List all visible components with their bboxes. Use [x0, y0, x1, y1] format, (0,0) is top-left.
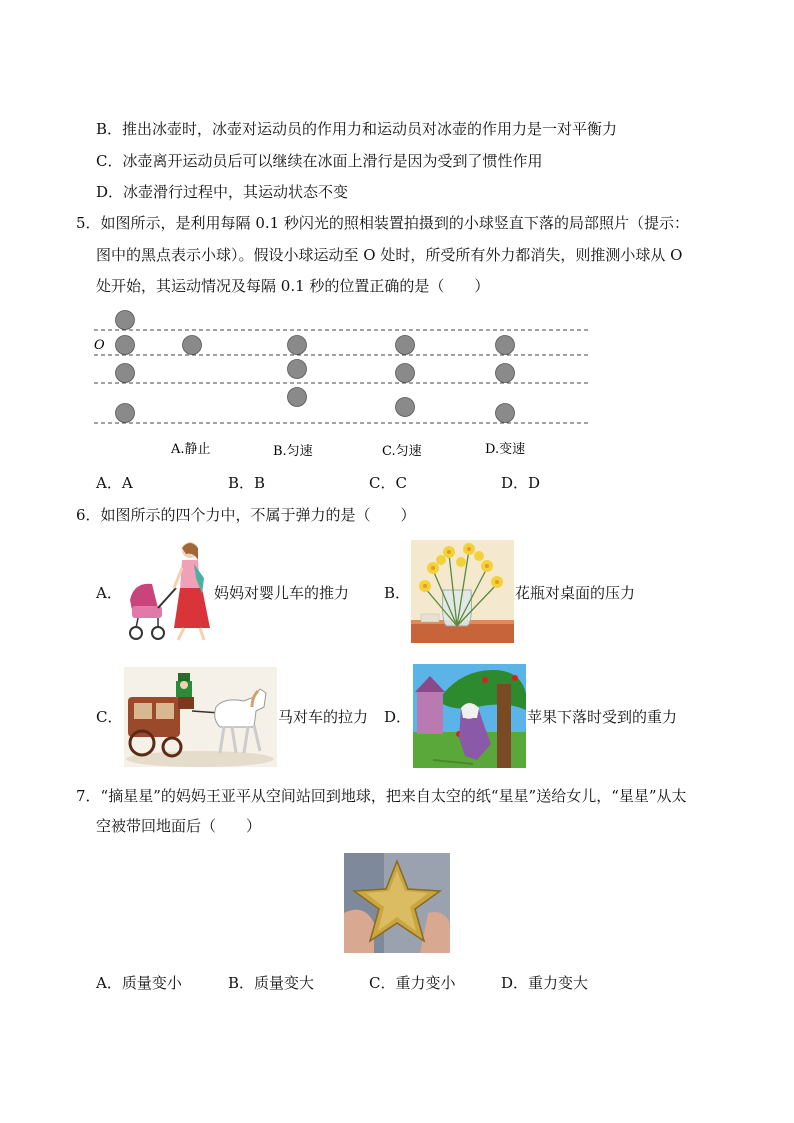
caption-a: A.静止	[171, 442, 211, 457]
caption-d: D.变速	[485, 442, 526, 457]
q5-stem-line2: 图中的黑点表示小球）。假设小球运动至 O 处时，所受所有外力都消失，则推测小球从 O	[96, 246, 683, 264]
q5-option-d: D．D	[501, 474, 541, 492]
q4-option-d: D．冰壶滑行过程中，其运动状态不变	[96, 183, 349, 201]
caption-b: B.匀速	[273, 444, 313, 459]
q7-option-c: C．重力变小	[369, 974, 456, 992]
q5-figure	[88, 305, 598, 465]
q7-option-a: A．质量变小	[96, 974, 182, 992]
ball-c-3	[396, 398, 415, 417]
q5-stem-line1: 5．如图所示，是利用每隔 0.1 秒闪光的照相装置拍摄到的小球竖直下落的局部照片（提示：	[76, 214, 689, 232]
tree-trunk	[497, 684, 511, 768]
q5-option-b: B．B	[228, 474, 266, 492]
hand	[344, 910, 374, 953]
ball-ref-2	[116, 336, 135, 355]
house	[417, 690, 443, 734]
vase-image	[411, 540, 514, 643]
caption-c: C.匀速	[382, 444, 422, 459]
white-horse	[215, 689, 266, 727]
flash-photo-diagram	[88, 305, 598, 465]
q6-option-a-letter: A．	[96, 584, 122, 602]
ball-ref-3	[116, 364, 135, 383]
apple-tree-image	[413, 664, 526, 768]
ball-a-1	[183, 336, 202, 355]
q5-option-a: A．A	[96, 474, 133, 492]
carriage-image	[124, 667, 277, 767]
q5-stem-line3: 处开始，其运动情况及每隔 0.1 秒的位置正确的是（ ）	[96, 277, 490, 295]
stroller-image	[124, 538, 214, 643]
q6-option-c-letter: C．	[96, 708, 123, 726]
ball-c-2	[396, 364, 415, 383]
mother-skirt	[174, 588, 210, 628]
q6-option-b-letter: B．	[384, 584, 411, 602]
q6-option-d-letter: D．	[384, 708, 412, 726]
q6-option-c-text: 马对车的拉力	[278, 708, 369, 726]
q7-option-b: B．质量变大	[228, 974, 315, 992]
ball-ref-1	[116, 311, 135, 330]
ball-d-1	[496, 336, 515, 355]
q6-option-b-text: 花瓶对桌面的压力	[515, 584, 636, 602]
q6-stem: 6．如图所示的四个力中，不属于弹力的是（ ）	[76, 506, 416, 524]
ball-d-3	[496, 404, 515, 423]
ball-b-1	[288, 336, 307, 355]
q4-option-c: C．冰壶离开运动员后可以继续在冰面上滑行是因为受到了惯性作用	[96, 152, 543, 170]
origin-label: O	[94, 338, 105, 353]
q7-stem-line2: 空被带回地面后（ ）	[96, 817, 262, 835]
ball-ref-4	[116, 404, 135, 423]
paper-star-image	[344, 853, 450, 953]
q7-stem-line1: 7．“摘星星”的妈妈王亚平从空间站回到地球，把来自太空的纸“星星”送给女儿，“星星”从太	[76, 787, 687, 805]
q7-option-d: D．重力变大	[501, 974, 589, 992]
q6-option-a-text: 妈妈对婴儿车的推力	[214, 584, 350, 602]
ball-b-2	[288, 360, 307, 379]
q6-option-d-text: 苹果下落时受到的重力	[527, 708, 678, 726]
ball-b-3	[288, 388, 307, 407]
q4-option-b: B．推出冰壶时，冰壶对运动员的作用力和运动员对冰壶的作用力是一对平衡力	[96, 120, 618, 138]
ball-c-1	[396, 336, 415, 355]
ball-d-2	[496, 364, 515, 383]
q5-option-c: C．C	[369, 474, 407, 492]
